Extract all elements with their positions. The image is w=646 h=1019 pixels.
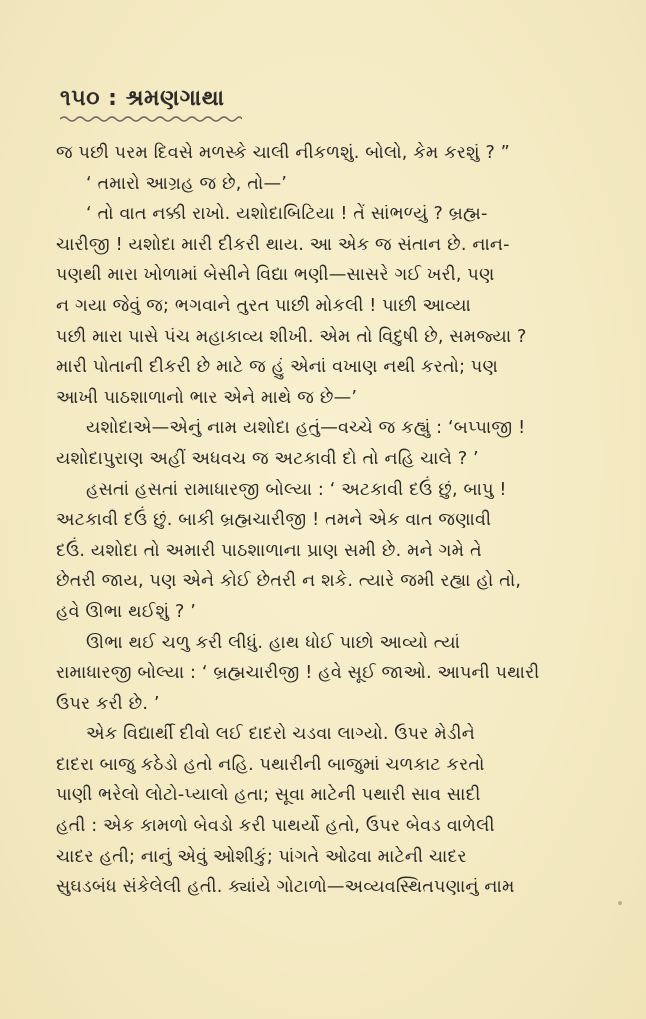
text-line: હવે ઊભા થઈશું ? ’ [56,601,196,622]
text-line: ‘ તો વાત નક્કી રાખો. યશોદાબિટિયા ! તેં સાંભળ્યું ? બ્રહ્મ- [86,204,488,225]
body-text [56,138,616,903]
text-line: ન ગયા જેવું જ; ભગવાને તુરત પાછી મોકલી ! પાછી આવ્યા [56,295,471,316]
text-line: ઊભા થઈ ચળુ કરી લીધું. હાથ ધોઈ પાછો આવ્યો ત્યાં [86,632,461,653]
text-line: રામાધારજી બોલ્યા : ‘ બ્રહ્મચારીજી ! હવે સૂઈ જાઓ. આપની પથારી [56,663,540,684]
text-line: પછી મારા પાસે પંચ મહાકાવ્ય શીખી. એમ તો વિદુષી છે, સમજ્યા ? [56,326,527,347]
text-line: ‘ તમારો આગ્રહ જ છે, તો—’ [86,173,287,194]
text-line: અટકાવી દઉં છું. બાકી બ્રહ્મચારીજી ! તમને એક વાત જણાવી [56,510,492,531]
paper-speck [618,901,622,905]
text-line: દઉં. યશોદા તો અમારી પાઠશાળાના પ્રાણ સમી છે. મને ગમે તે [56,540,482,561]
text-line: સુઘડબંધ સંકેલેલી હતી. ક્યાંયે ગોટાળો—અવ્યવસ્થિતપણાનું નામ [56,877,515,898]
text-line: જ પછી પરમ દિવસે મળસ્કે ચાલી નીકળશું. બોલો, કેમ કરશું ? ” [56,143,510,163]
text-line: હતી : એક કામળો બેવડો કરી પાથર્યો હતો, ઉપર બેવડ વાળેલી [56,816,495,837]
text-line: યશોદાએ—એનું નામ યશોદા હતું—વચ્ચે જ કહ્યું : ‘બપ્પાજી ! [86,418,526,439]
text-line: ચારીજી ! યશોદા મારી દીકરી થાય. આ એક જ સંતાન છે. નાન- [56,234,510,255]
text-line: પણથી મારા ખોળામાં બેસીને વિદ્યા ભણી—સાસરે ગઈ ખરી, પણ [56,265,495,286]
running-head: ૧૫૦ : શ્રમણગાથા [60,86,225,111]
ornamental-rule [60,113,242,123]
text-line: હસતાં હસતાં રામાધારજી બોલ્યા : ‘ અટકાવી દઉં છું, બાપુ ! [86,479,507,500]
text-line: પાણી ભરેલો લોટો-પ્યાલો હતા; સૂવા માટેની પથારી સાવ સાદી [56,785,481,806]
text-line: ચાદર હતી; નાનું એવું ઓશીકું; પાંગતે ઓઢવા માટેની ચાદર [56,846,467,867]
text-line: યશોદાપુરાણ અહીં અધવચ જ અટકાવી દો તો નહિ ચાલે ? ’ [56,448,479,469]
text-line: એક વિદ્યાર્થી દીવો લઈ દાદરો ચડવા લાગ્યો. ઉપર મેડીને [86,724,475,745]
text-line: દાદરા બાજુ કઠેડો હતો નહિ. પથારીની બાજુમાં ચળકાટ કરતો [56,754,485,775]
text-line: આખી પાઠશાળાનો ભાર એને માથે જ છે—’ [56,387,358,408]
text-line: છેતરી જાય, પણ એને કોઈ છેતરી ન શકે. ત્યારે જમી રહ્યા હો તો, [56,571,522,592]
text-line: મારી પોતાની દીકરી છે માટે જ હું એનાં વખાણ નથી કરતો; પણ [56,357,498,378]
text-line: ઉપર કરી છે. ’ [56,693,160,714]
